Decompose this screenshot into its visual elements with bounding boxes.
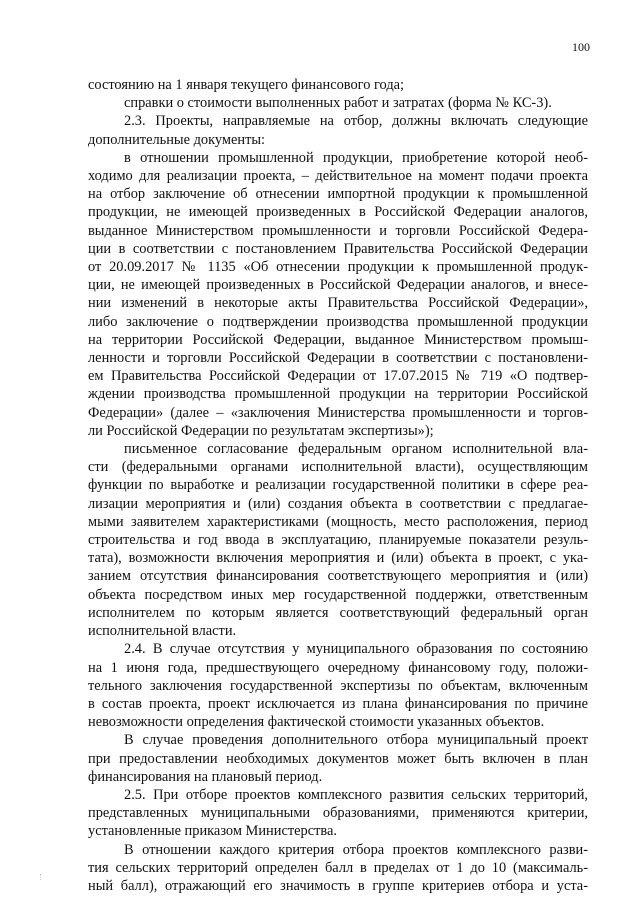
document-body bbox=[88, 76, 588, 895]
text-line: 2.4. В случае отсутствия у муниципального образования по состоянию bbox=[124, 641, 588, 658]
text-line: строительства и год ввода в эксплуатацию, планируемые показатели резуль- bbox=[88, 532, 588, 549]
text-line: объекта посредством иных мер государственной поддержки, ответственным bbox=[88, 586, 588, 603]
text-line: в отношении промышленной продукции, приобретение которой необ- bbox=[124, 149, 588, 166]
text-line: тельного заключения государственной экспертизы по объектам, включенным bbox=[88, 677, 588, 694]
text-line: при предоставлении необходимых документов может быть включен в план bbox=[88, 750, 588, 767]
text-line: установленные приказом Министерства. bbox=[88, 823, 337, 840]
text-line: от 20.09.2017 № 1135 «Об отнесении продукции к промышленной продук- bbox=[88, 259, 588, 276]
text-line: состоянию на 1 января текущего финансового года; bbox=[88, 77, 405, 93]
text-line: ции в соответствии с постановлением Правительства Российской Федерации bbox=[88, 240, 588, 257]
text-line: тия сельских территорий определен балл в пределах от 1 до 10 (максималь- bbox=[88, 859, 588, 876]
text-line: занием отсутствия финансирования соответствующего мероприятия и (или) bbox=[88, 568, 588, 585]
text-line: ждении производства промышленной продукции на территории Российской bbox=[88, 386, 588, 403]
text-line: ции, не имеющей произведенных в Российской Федерации аналогов, и внесе- bbox=[88, 277, 588, 294]
text-line: представленных муниципальными образованиями, применяются критерии, bbox=[88, 805, 588, 822]
text-line: выданное Министерством промышленности и торговли Российской Федера- bbox=[88, 222, 588, 239]
text-line: дополнительные документы: bbox=[88, 131, 266, 148]
text-line: функции по выработке и реализации государственной политики в сфере реа- bbox=[88, 477, 588, 494]
text-line: либо заключение о подтверждении производства промышленной продукции bbox=[88, 313, 588, 330]
text-line: справки о стоимости выполненных работ и затратах (форма № КС-3). bbox=[124, 95, 552, 112]
text-line: В отношении каждого критерия отбора проектов комплексного разви- bbox=[124, 841, 588, 858]
text-line: в состав проекта, проект исключается из плана финансирования по причине bbox=[88, 695, 588, 712]
text-line: В случае проведения дополнительного отбора муниципальный проект bbox=[124, 732, 588, 749]
text-line: ходимо для реализации проекта, – действительное на момент подачи проекта bbox=[88, 168, 588, 185]
text-line: исполнителем по которым является соответствующий федеральный орган bbox=[88, 604, 588, 621]
text-line: на 1 июня года, предшествующего очередному финансовому году, положи- bbox=[88, 659, 588, 676]
text-line: лизации мероприятия и (или) создания объекта в соответствии с предлагае- bbox=[88, 495, 588, 512]
text-line: письменное согласование федеральным органом исполнительной вла- bbox=[124, 441, 588, 458]
text-line: продукции, не имеющей произведенных в Российской Федерации аналогов, bbox=[88, 204, 588, 221]
text-line: ем Правительства Российской Федерации от 17.07.2015 № 719 «О подтвер- bbox=[88, 368, 588, 385]
text-line: невозможности определения фактической стоимости указанных объектов. bbox=[88, 714, 545, 731]
text-line: нии изменений в некоторые акты Правительства Российской Федерации», bbox=[88, 295, 588, 312]
text-line: на отбор заключение об отнесении импортной продукции к промышленной bbox=[88, 186, 588, 203]
text-line: ли Российской Федерации по результатам экспертизы»); bbox=[88, 422, 434, 439]
text-line: 2.3. Проекты, направляемые на отбор, должны включать следующие bbox=[124, 113, 588, 130]
text-line: ный балл), отражающий его значимость в группе критериев отбора и уста- bbox=[88, 877, 588, 894]
text-line: на территории Российской Федерации, выданное Министерством промыш- bbox=[88, 331, 588, 348]
text-line: сти (федеральными органами исполнительной власти), осуществляющим bbox=[88, 459, 588, 476]
text-line: исполнительной власти. bbox=[88, 623, 237, 640]
text-line: 2.5. При отборе проектов комплексного развития сельских территорий, bbox=[124, 786, 588, 803]
text-line: тата), возможности включения мероприятия и (или) объекта в проект, с ука- bbox=[88, 550, 588, 567]
text-line: ленности и торговли Российской Федерации в соответствии с постановлени- bbox=[88, 350, 588, 367]
page-number: 100 bbox=[572, 40, 590, 54]
text-line: Федерации» (далее – «заключения Министерства промышленности и торгов- bbox=[88, 404, 588, 421]
text-line: мыми заявителем характеристиками (мощность, место расположения, период bbox=[88, 513, 588, 530]
text-line: финансирования на плановый период. bbox=[88, 768, 323, 785]
scan-artifact bbox=[40, 874, 47, 880]
